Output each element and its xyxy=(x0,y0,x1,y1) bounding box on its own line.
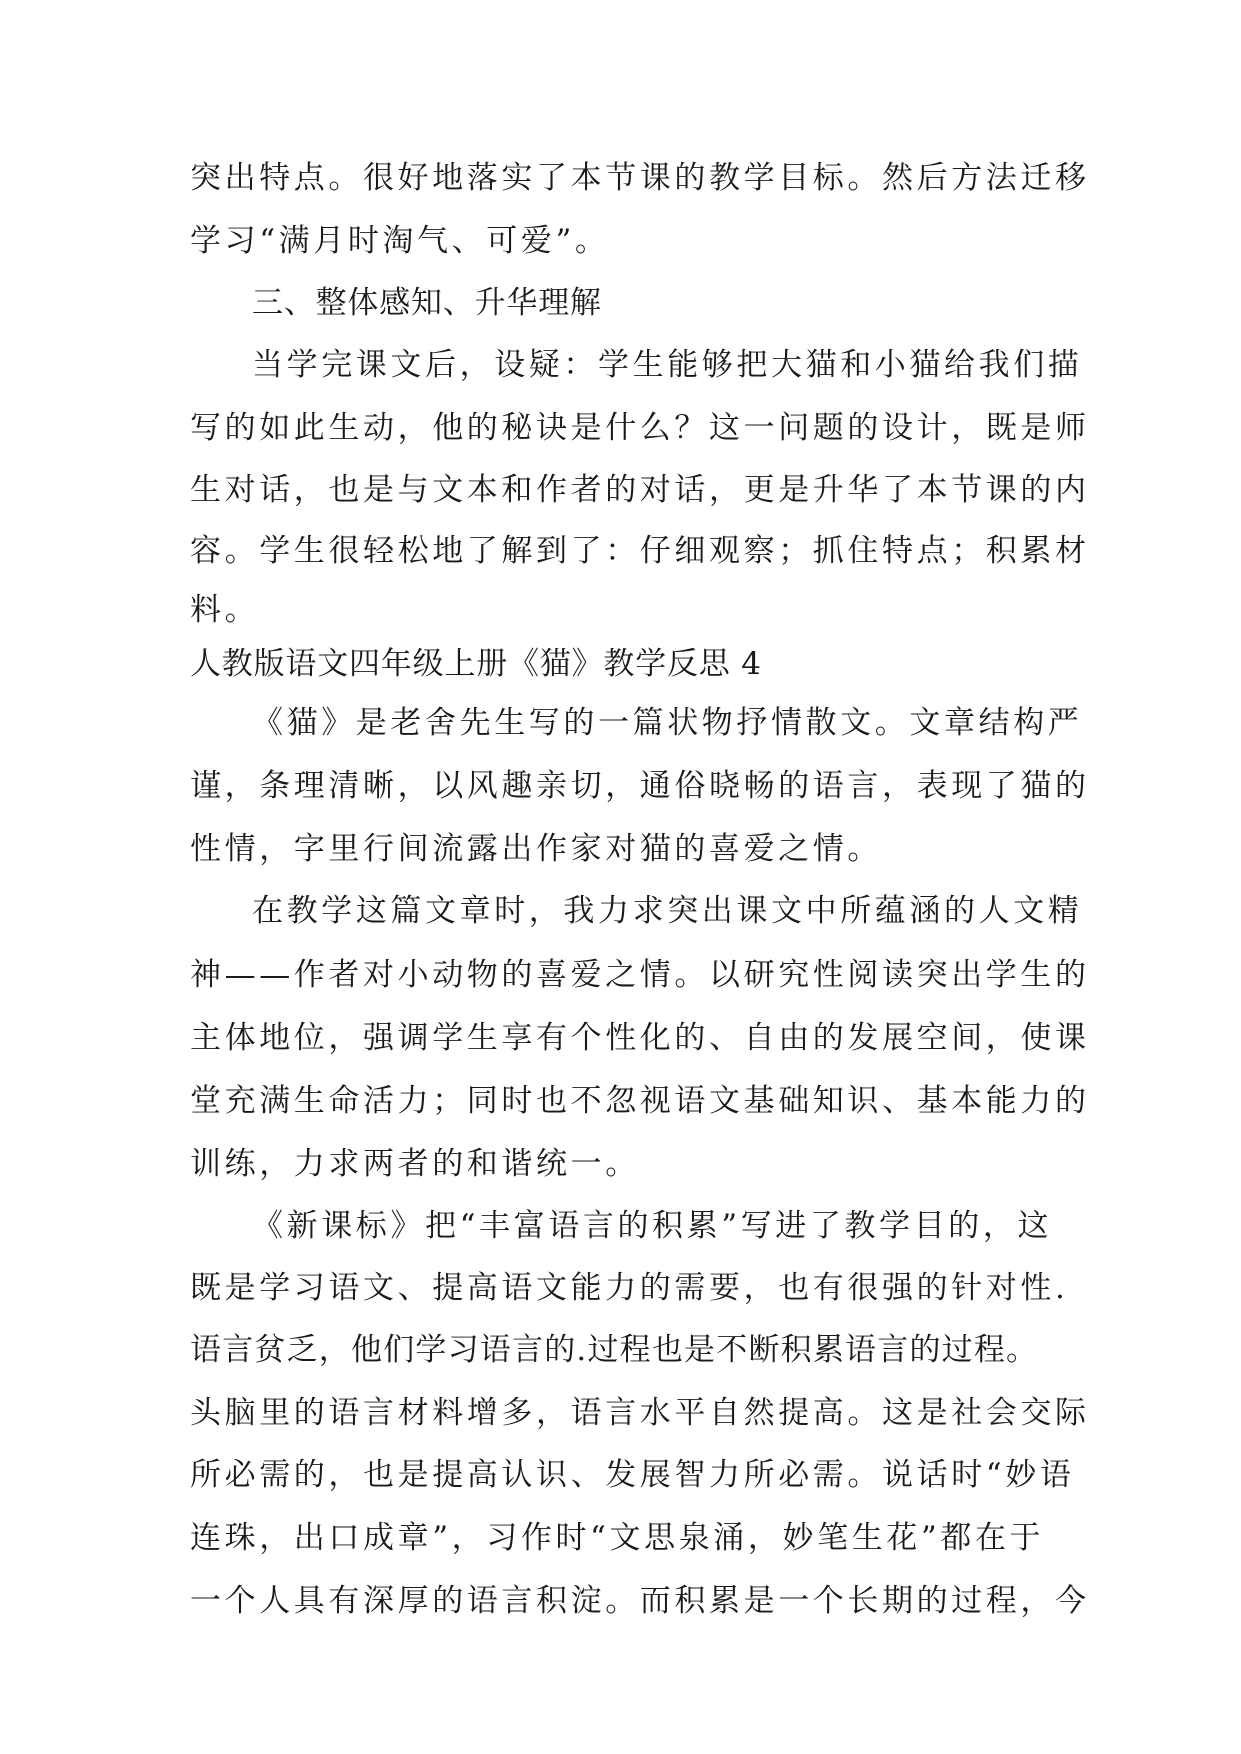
text-line: 在教学这篇文章时，我力求突出课文中所蕴涵的人文精 xyxy=(252,893,1083,929)
text-line: 《新课标》把“丰富语言的积累”写进了教学目的，这 xyxy=(252,1208,1053,1244)
text-line: 所必需的，也是提高认识、发展智力所必需。说话时“妙语 xyxy=(190,1457,1075,1493)
text-line: 性情，字里行间流露出作家对猫的喜爱之情。 xyxy=(190,831,882,867)
text-line: 连珠，出口成章”，习作时“文思泉涌，妙笔生花”都在于 xyxy=(190,1520,1045,1556)
section-title: 人教版语文四年级上册《猫》教学反思 4 xyxy=(190,646,762,682)
text-line: 《猫》是老舍先生写的一篇状物抒情散文。文章结构严 xyxy=(252,705,1083,741)
text-line: 一个人具有深厚的语言积淀。而积累是一个长期的过程，今 xyxy=(190,1583,1090,1619)
text-line: 主体地位，强调学生享有个性化的、自由的发展空间，使课 xyxy=(190,1020,1090,1056)
text-line: 既是学习语文、提高语文能力的需要，也有很强的针对性. xyxy=(190,1270,1069,1306)
text-line: 语言贫乏，他们学习语言的.过程也是不断积累语言的过程。 xyxy=(190,1332,1039,1368)
text-line: 容。学生很轻松地了解到了：仔细观察；抓住特点；积累材 xyxy=(190,533,1090,569)
text-line: 头脑里的语言材料增多，语言水平自然提高。这是社会交际 xyxy=(190,1395,1090,1431)
text-line: 学习“满月时淘气、可爱”。 xyxy=(190,223,610,259)
text-line: 堂充满生命活力；同时也不忽视语文基础知识、基本能力的 xyxy=(190,1083,1090,1119)
text-line: 神——作者对小动物的喜爱之情。以研究性阅读突出学生的 xyxy=(190,957,1090,993)
text-line: 写的如此生动，他的秘诀是什么？这一问题的设计，既是师 xyxy=(190,410,1090,446)
text-line: 谨，条理清晰，以风趣亲切，通俗晓畅的语言，表现了猫的 xyxy=(190,768,1090,804)
text-line: 料。 xyxy=(190,592,260,628)
text-line: 当学完课文后，设疑：学生能够把大猫和小猫给我们描 xyxy=(252,347,1083,383)
text-line: 生对话，也是与文本和作者的对话，更是升华了本节课的内 xyxy=(190,472,1090,508)
text-line: 训练，力求两者的和谐统一。 xyxy=(190,1146,640,1182)
text-line: 突出特点。很好地落实了本节课的教学目标。然后方法迁移 xyxy=(190,160,1090,196)
section-heading: 三、整体感知、升华理解 xyxy=(252,285,602,321)
